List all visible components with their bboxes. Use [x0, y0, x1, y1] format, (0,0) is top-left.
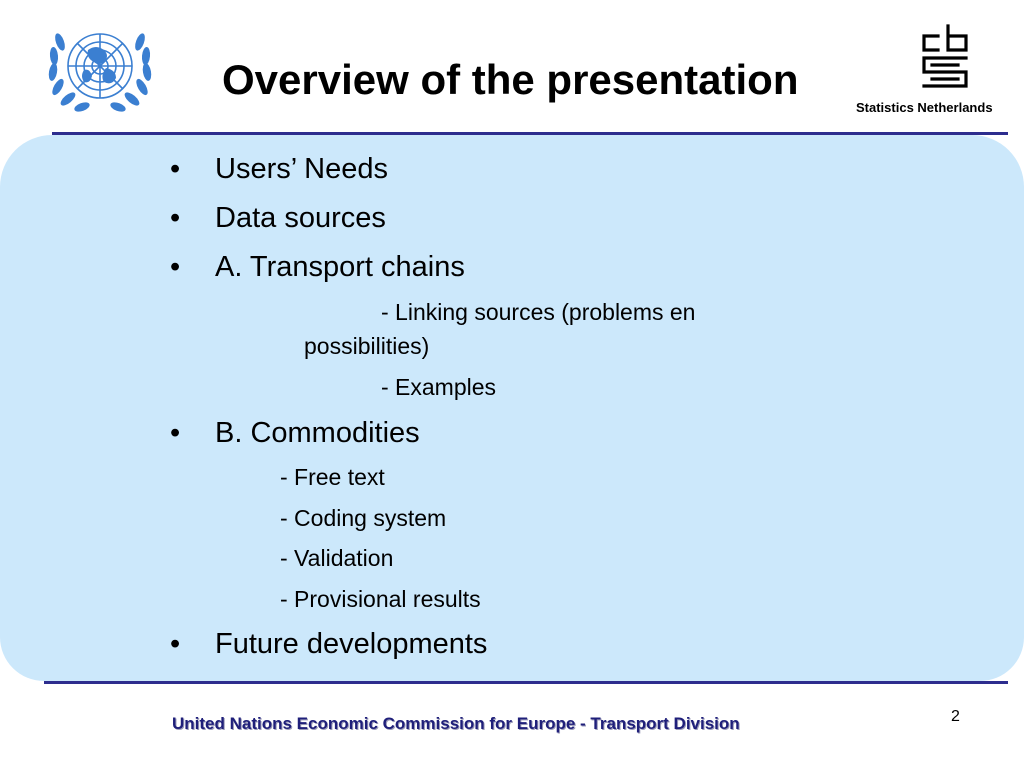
- outline-subitem: - Linking sources (problems en: [381, 299, 696, 325]
- slide-title: Overview of the presentation: [222, 56, 799, 103]
- outline-subitem: - Examples: [381, 374, 497, 400]
- outline-item-label: Data sources: [215, 202, 386, 234]
- outline-item-label: Future developments: [215, 628, 488, 660]
- outline-item-label: B. Commodities: [215, 417, 420, 449]
- outline-subitem: - Validation: [280, 545, 394, 571]
- bottom-divider: [44, 681, 1008, 684]
- outline-list: [0, 135, 1024, 681]
- bullet-icon: •: [170, 153, 181, 185]
- un-emblem-icon: [44, 20, 156, 116]
- bullet-icon: •: [170, 628, 181, 660]
- bullet-icon: •: [170, 202, 181, 234]
- bullet-icon: •: [170, 251, 181, 283]
- outline-item: [170, 152, 388, 186]
- outline-subitem-continuation: possibilities): [304, 333, 430, 359]
- content-panel: [0, 135, 1024, 681]
- outline-subitem: - Coding system: [280, 505, 447, 531]
- outline-item: [170, 627, 487, 661]
- outline-item: [170, 201, 386, 235]
- footer-text: United Nations Economic Commission for Europe - Transport Division: [172, 714, 740, 733]
- outline-item: [170, 250, 465, 284]
- page-number: 2: [951, 708, 960, 725]
- outline-subitem: - Provisional results: [280, 586, 481, 612]
- organization-name: Statistics Netherlands: [856, 100, 993, 115]
- outline-item: [170, 416, 420, 450]
- outline-subitem: - Free text: [280, 464, 385, 490]
- outline-item-label: A. Transport chains: [215, 251, 465, 283]
- outline-item-label: Users’ Needs: [215, 153, 388, 185]
- cbs-logo-icon: [918, 22, 974, 92]
- bullet-icon: •: [170, 417, 181, 449]
